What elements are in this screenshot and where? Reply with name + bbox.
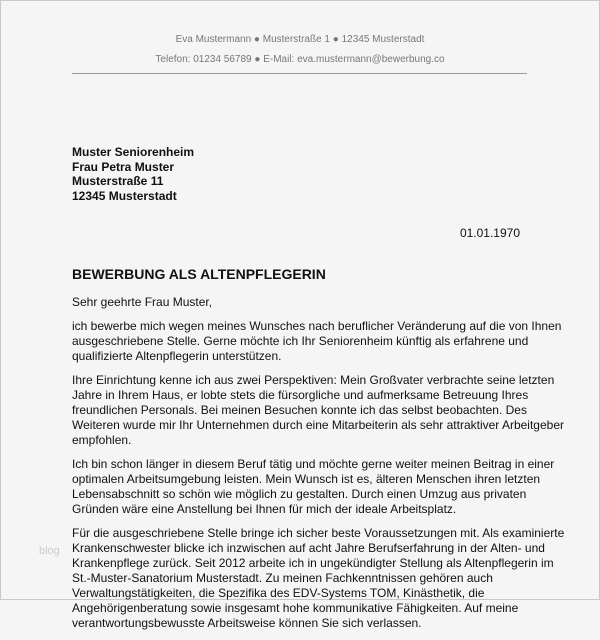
paragraph-line: empfohlen. bbox=[72, 433, 132, 447]
recipient-address bbox=[72, 145, 194, 203]
paragraph-line: Krankenpflege zurück. Seit 2012 arbeite ich in ungekündigter Stellung als Altenpflegerin im bbox=[72, 556, 554, 570]
watermark: blog bbox=[39, 545, 60, 557]
salutation-text: Sehr geehrte Frau Muster, bbox=[72, 295, 213, 309]
paragraph-line: qualifizierte Altenpflegerin unterstützen. bbox=[72, 349, 282, 363]
paragraph bbox=[72, 319, 564, 364]
salutation bbox=[72, 295, 564, 310]
paragraph-line: ich bewerbe mich wegen meines Wunsches nach beruflicher Veränderung auf die von Ihnen bbox=[72, 319, 562, 333]
paragraph-line: Verwaltungstätigkeiten, die Spezifika des EDV-Systems TOM, Kinästhetik, die bbox=[72, 586, 485, 600]
header-divider bbox=[72, 73, 527, 74]
paragraph bbox=[72, 457, 564, 517]
paragraph-line: verantwortungsbewusste Arbeitsweise können Sie sich verlassen. bbox=[72, 616, 422, 630]
recipient-line: 12345 Musterstadt bbox=[72, 188, 177, 203]
paragraph-line: Krankenschwester blicke ich inzwischen auf acht Jahre Berufserfahrung in der Alten- und bbox=[72, 541, 545, 555]
paragraph-line: Lebensabschnitt so schön wie möglich zu gestalten. Durch einen Umzug aus privaten bbox=[72, 487, 527, 501]
sender-contact: Telefon: 01234 56789 ● E-Mail: eva.mustermann@bewerbung.co bbox=[155, 54, 445, 65]
paragraph-line: St.-Muster-Sanatorium Musterstadt. Zu meinen Fachkenntnissen gehören auch bbox=[72, 571, 493, 585]
paragraph-line: Gründen wäre eine Anstellung bei Ihnen für mich der ideale Arbeitsplatz. bbox=[72, 502, 457, 516]
paragraph-line: Angehörigenberatung sowie insgesamt hohe kommunikative Fähigkeiten. Auf meine bbox=[72, 601, 519, 615]
letter-body bbox=[72, 295, 564, 640]
paragraph-line: ausgeschriebene Stelle. Gerne möchte ich Ihr Seniorenheim künftig als erfahrene und bbox=[72, 334, 529, 348]
letter-date: 01.01.1970 bbox=[459, 226, 520, 240]
paragraph-line: Ihre Einrichtung kenne ich aus zwei Perspektiven: Mein Großvater verbrachte seine letzten bbox=[72, 373, 555, 387]
paragraph-line: freundlichen Personals. Bei meinen Besuchen konnte ich das selbst beobachten. Des bbox=[72, 403, 527, 417]
recipient-line: Musterstraße 11 bbox=[72, 174, 164, 188]
paragraph-line: Ich bin schon länger in diesem Beruf tätig und möchte gerne weiter meinen Beitrag in einer bbox=[72, 457, 555, 471]
paragraph-line: Weiteren wurde mir Ihr Unternehmen durch eine Mitarbeiterin als sehr attraktiver Arbeitgeber bbox=[72, 418, 564, 432]
recipient-line: Frau Petra Muster bbox=[72, 159, 175, 174]
paragraph bbox=[72, 373, 564, 448]
recipient-line: Muster Seniorenheim bbox=[72, 145, 195, 159]
letter-title: BEWERBUNG ALS ALTENPFLEGERIN bbox=[72, 266, 326, 282]
sender-name-address: Eva Mustermann ● Musterstraße 1 ● 12345 Musterstadt bbox=[175, 34, 425, 45]
paragraph-line: optimalen Arbeitsumgebung leisten. Mein Wunsch ist es, älteren Menschen ihren letzten bbox=[72, 472, 541, 486]
paragraph bbox=[72, 526, 564, 631]
paragraph-line: Für die ausgeschriebene Stelle bringe ich sicher beste Voraussetzungen mit. Als examinierte bbox=[72, 526, 565, 540]
paragraph-line: Jahre in Ihrem Haus, er lobte stets die fürsorgliche und aufmerksame Betreuung Ihres bbox=[72, 388, 529, 402]
